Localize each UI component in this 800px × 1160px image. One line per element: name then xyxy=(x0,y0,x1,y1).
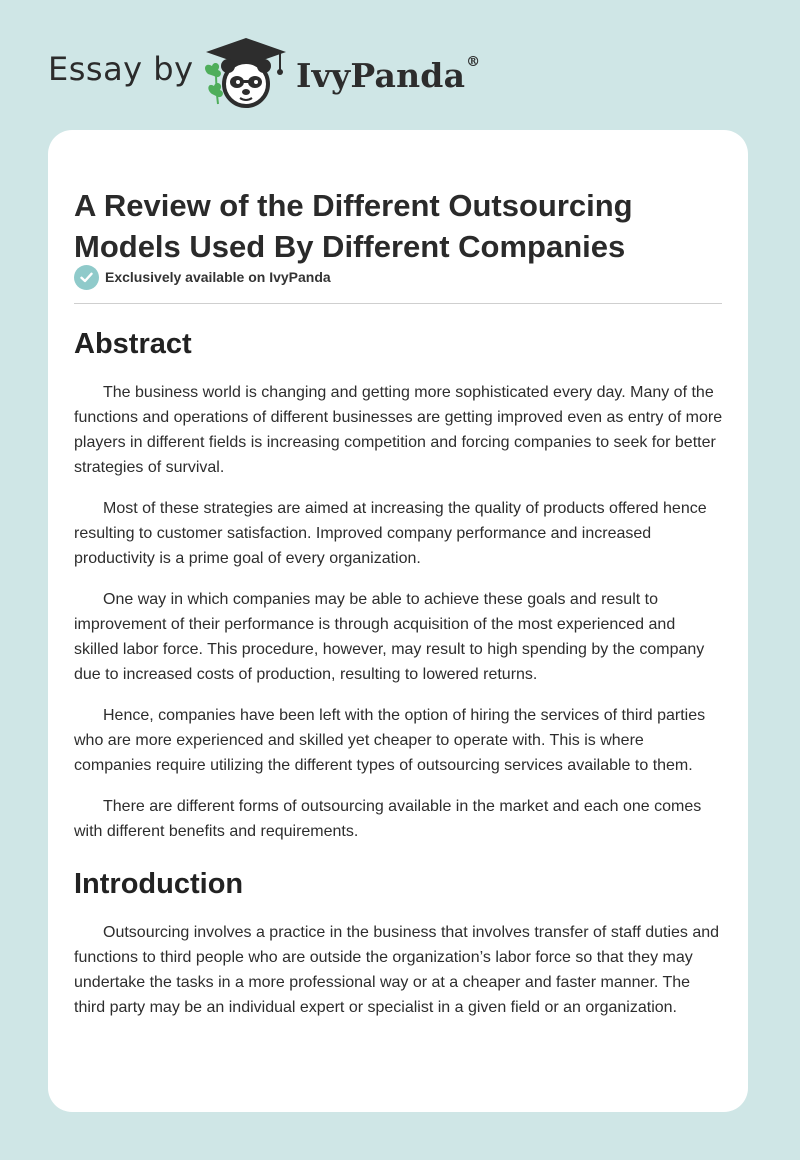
ivypanda-logo-icon[interactable] xyxy=(200,36,292,108)
essay-title: A Review of the Different Outsourcing Models Used By Different Companies xyxy=(74,187,633,264)
paragraph: One way in which companies may be able to achieve these goals and result to improvement of their performance is through acquisition of the most experienced and skilled labor force. This procedure, however, may result to high spending by the company due to increased costs of production, resulting to lowered returns. xyxy=(74,591,705,683)
paragraph: The business world is changing and getting more sophisticated every day. Many of the functions and operations of different businesses are getting improved even as entry of more players in different fields is increasing competition and forcing companies to seek for better strategies of survival. xyxy=(74,384,723,476)
check-circle-icon xyxy=(74,265,99,290)
exclusive-label: Exclusively available on IvyPanda xyxy=(105,269,331,285)
introduction-section xyxy=(74,864,724,1020)
paragraph: Hence, companies have been left with the option of hiring the services of third parties who are more experienced and skilled yet cheaper to operate with. This is where companies require utilizing the different types of outsourcing services available to them. xyxy=(74,707,706,774)
essay-card xyxy=(48,130,748,1112)
paragraph: There are different forms of outsourcing available in the market and each one comes with different benefits and requirements. xyxy=(74,798,702,840)
essay-by-label: Essay by xyxy=(48,50,194,88)
site-header xyxy=(0,0,800,120)
brand-name[interactable]: IvyPanda® xyxy=(296,54,481,95)
registered-mark: ® xyxy=(466,54,481,70)
paragraph: Most of these strategies are aimed at increasing the quality of products offered hence resulting to customer satisfaction. Improved company performance and increased productivity is a prime goal of every organization. xyxy=(74,500,707,567)
essay-body xyxy=(74,324,724,1036)
exclusive-badge xyxy=(74,264,331,290)
paragraph: Outsourcing involves a practice in the business that involves transfer of staff duties and functions to third people who are outside the organization’s labor force so that they may undertake the tasks in a more professional way or at a cheaper and faster manner. The third party may be an individual expert or specialist in a given field or an organization. xyxy=(74,924,720,1016)
title-divider xyxy=(74,303,722,304)
section-heading: Introduction xyxy=(74,868,244,900)
abstract-section xyxy=(74,324,724,844)
section-heading: Abstract xyxy=(74,328,192,360)
